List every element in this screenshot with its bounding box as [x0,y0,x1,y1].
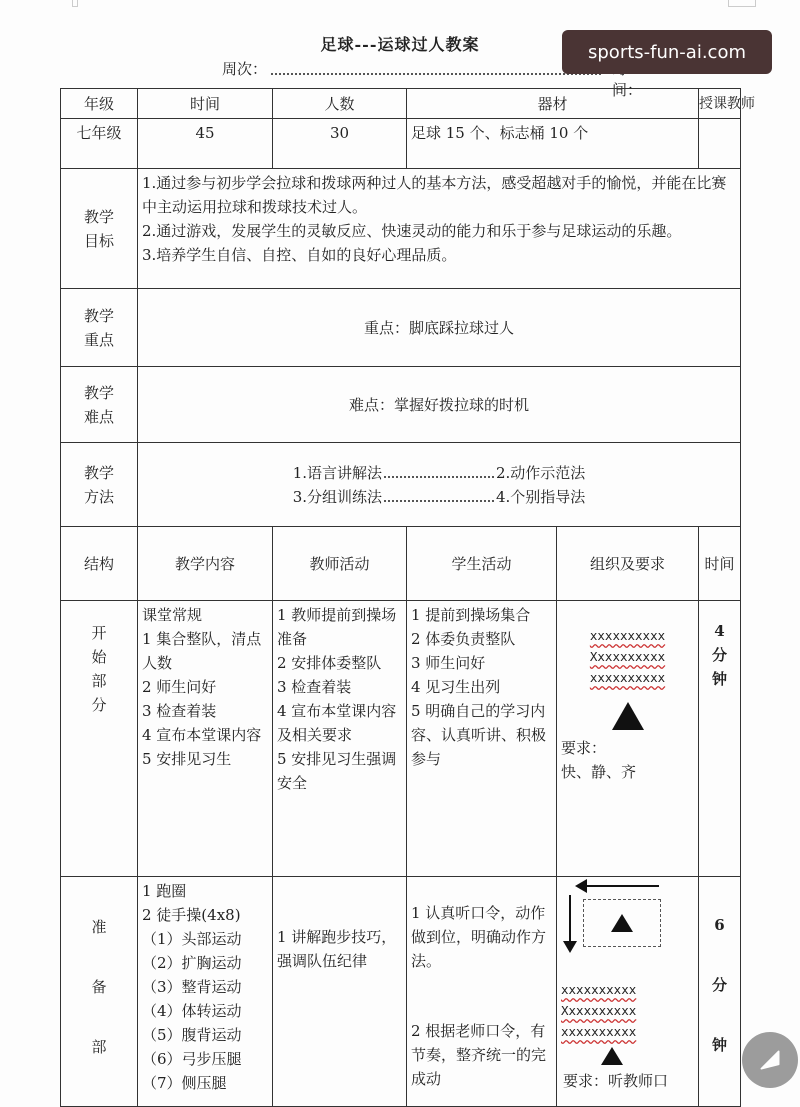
student-item: 5 明确自己的学习内容、认真听讲、积极参与 [411,702,547,768]
time-header: 时间 [699,527,741,601]
difficulty-label: 教学 难点 [61,367,138,443]
share-icon [757,1047,783,1073]
section-time: 6 分 钟 [699,877,741,1107]
duration-value: 45 [138,119,273,169]
content-item: （6）弓步压腿 [142,1050,242,1068]
lesson-plan-table [60,88,756,1107]
requirement-label: 要求： [561,739,607,757]
student-item: 2 根据老师口令，有节奏，整齐统一的完成动 [411,1022,547,1088]
section-student-activity [407,601,557,877]
key-point-label: 教学 重点 [61,289,138,367]
teacher-item: 4 宣布本堂课内容及相关要求 [277,702,397,744]
formation-block [561,979,695,1042]
formation-row: xxxxxxxxxx [561,1024,637,1039]
page-edge-mark [728,0,756,7]
teacher-position-icon [611,914,633,932]
content-item: （2）扩胸运动 [142,954,242,972]
equipment-value: 足球 15 个、标志桶 10 个 [407,119,699,169]
content-item: 2 师生问好 [142,678,217,696]
formation-row: xxxxxxxxxx [589,670,666,685]
arrow-down-icon [569,895,571,947]
key-point-text: 重点：脚底踩拉球过人 [138,289,741,367]
teacher-item: 1 教师提前到操场准备 [277,606,397,648]
headcount-value: 30 [273,119,407,169]
week-line [222,58,643,99]
student-activity-header: 学生活动 [407,527,557,601]
equipment-header: 器材 [407,89,699,119]
difficulty-text: 难点：掌握好拨拉球的时机 [138,367,741,443]
teacher-activity-header: 教师活动 [273,527,407,601]
content-item: （4）体转运动 [142,1002,242,1020]
method-item: 4.个别指导法 [496,487,586,506]
week-fill-dots [271,65,601,75]
page-edge-mark [72,0,78,7]
methods-label: 教学 方法 [61,443,138,527]
duration-header: 时间 [138,89,273,119]
objective-item: 2.通过游戏，发展学生的灵敏反应、快速灵动的能力和乐于参与足球运动的乐趣。 [142,222,682,240]
student-item: 4 见习生出列 [411,678,501,696]
arrow-left-icon [579,885,659,887]
student-item: 1 提前到操场集合 [411,606,531,624]
time-label: 间： [612,81,643,99]
content-item: 5 安排见习生 [142,750,232,768]
key-point-row [61,289,741,367]
content-item: 2 徒手操(4x8) [142,906,241,924]
requirement-text: 快、静、齐 [561,763,637,781]
section-time: 4 分 钟 [699,601,741,877]
section-student-activity [407,877,557,1107]
info-value-row [61,119,741,169]
objectives-list [138,169,741,289]
difficulty-row [61,367,741,443]
section-part-label: 开 始 部 分 [61,601,138,877]
section-organization [557,877,699,1107]
week-label: 周次： [222,60,268,78]
content-item: （3）整背运动 [142,978,242,996]
teacher-item: 5 安排见习生强调安全 [277,750,397,792]
content-item: （7）侧压腿 [142,1074,227,1092]
structure-header-row [61,527,741,601]
content-item: 课堂常规 [142,606,203,624]
formation-row: Xxxxxxxxxx [561,1003,637,1018]
method-item: 2.动作示范法 [496,463,586,482]
prep-formation-diagram [557,877,698,1097]
objective-item: 3.培养学生自信、自控、自如的良好心理品质。 [142,246,457,264]
section-organization [557,601,699,877]
running-area-box [583,899,661,947]
teacher-position-icon [612,702,644,730]
objectives-label: 教学 目标 [61,169,138,289]
content-item: 4 宣布本堂课内容 [142,726,262,744]
formation-row: Xxxxxxxxxx [589,649,666,664]
requirement-text: 要求：听教师口 [563,1072,669,1090]
student-item: 2 体委负责整队 [411,630,516,648]
headcount-header: 人数 [273,89,407,119]
section-content [138,601,273,877]
objectives-row [61,169,741,289]
section-content [138,877,273,1107]
teacher-item: 1 讲解跑步技巧，强调队伍纪律 [277,928,397,970]
info-header-row [61,89,741,119]
objective-item: 1.通过参与初步学会拉球和拨球两种过人的基本方法，感受超越对手的愉悦，并能在比赛中主动运用拉球和拨球技术过人。 [142,174,727,216]
section-teacher-activity [273,601,407,877]
content-item: 3 检查着装 [142,702,217,720]
content-item: （5）腹背运动 [142,1026,242,1044]
content-item: 1 集合整队，清点人数 [142,630,262,672]
teacher-item: 2 安排体委整队 [277,654,382,672]
methods-row [61,443,741,527]
section-row-prep [61,877,741,1107]
grade-header: 年级 [61,89,138,119]
teacher-header: 授课教师 [699,89,741,119]
teacher-item: 3 检查着装 [277,678,352,696]
teacher-position-icon [601,1047,623,1065]
formation-row: xxxxxxxxxx [561,982,637,997]
methods-list [138,443,741,527]
content-item: （1）头部运动 [142,930,242,948]
share-button[interactable] [742,1032,798,1088]
method-item: 1.语言讲解法 [292,463,382,482]
section-part-label: 准 备 部 [61,877,138,1107]
section-teacher-activity [273,877,407,1107]
section-row-start [61,601,741,877]
content-header: 教学内容 [138,527,273,601]
document-title: 足球---运球过人教案 [320,35,480,54]
student-item: 1 认真听口令，动作做到位，明确动作方法。 [411,904,547,970]
grade-value: 七年级 [61,119,138,169]
method-item: 3.分组训练法 [292,487,382,506]
structure-header: 结构 [61,527,138,601]
content-item: 1 跑圈 [142,882,187,900]
formation-row: xxxxxxxxxx [589,628,666,643]
organization-header: 组织及要求 [557,527,699,601]
teacher-value [699,119,741,169]
student-item: 3 师生问好 [411,654,486,672]
watermark-badge: sports-fun-ai.com [562,30,772,74]
